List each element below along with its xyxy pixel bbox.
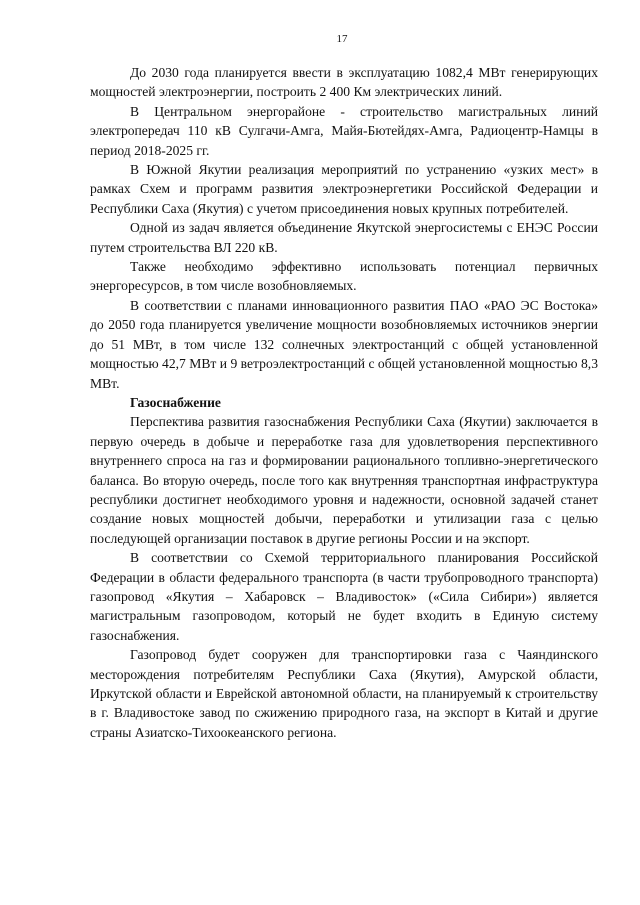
paragraph-generation-plans: До 2030 года планируется ввести в эксплуатацию 1082,4 МВт генерирующих мощностей электроэнергии, построить 2 400 Км электрических линий. (90, 65, 598, 100)
document-body (90, 63, 598, 742)
section-heading-gas-supply: Газоснабжение (130, 394, 221, 410)
paragraph-renewables: В соответствии с планами инновационного развития ПАО «РАО ЭС Востока» до 2050 года планируется увеличение мощности возобновляемых источников энергии до 51 МВт, в том числе 132 солнечных электростанций с общей установленной мощностью 42,7 МВт и 9 ветроэлектростанций с общей установленной мощностью 8,3 МВт. (90, 297, 598, 391)
paragraph-central-region: В Центральном энергорайоне - строительство магистральных линий электропередач 110 кВ Сулгачи-Амга, Майя-Бютейдях-Амга, Радиоцентр-Намцы в период 2018-2025 гг. (90, 103, 598, 158)
paragraph-gas-pipeline-scheme: В соответствии со Схемой территориального планирования Российской Федерации в области федерального транспорта (в части трубопроводного транспорта) газопровод «Якутия – Хабаровск – Владивосток» («Сила Сибири») является магистральным газопроводом, который не будет входить в Единую систему газоснабжения. (90, 550, 598, 643)
paragraph-primary-resources: Также необходимо эффективно использовать потенциал первичных энергоресурсов, в том числе возобновляемых. (90, 259, 598, 294)
document-page (90, 33, 598, 742)
paragraph-south-yakutia: В Южной Якутии реализация мероприятий по устранению «узких мест» в рамках Схем и программ развития электроэнергетики Российской Федерации и Республики Саха (Якутия) с учетом присоединения новых крупных потребителей. (90, 162, 598, 216)
paragraph-gas-pipeline-purpose: Газопровод будет сооружен для транспортировки газа с Чаяндинского месторождения потребителям Республики Саха (Якутия), Амурской области, Иркутской области и Еврейской автономной области, на планируемый к строительству в г. Владивостоке завод по сжижению природного газа, на экспорт в Китай и другие страны Азиатско-Тихоокеанского региона. (90, 647, 598, 740)
page-number: 17 (336, 33, 348, 45)
paragraph-grid-integration: Одной из задач является объединение Якутской энергосистемы с ЕНЭС России путем строительства ВЛ 220 кВ. (90, 220, 598, 255)
paragraph-gas-perspective: Перспектива развития газоснабжения Республики Саха (Якутии) заключается в первую очередь в добыче и переработке газа для удовлетворения перспективного внутреннего спроса на газ и формировании рационального топливно-энергетического баланса. Во вторую очередь, после того как внутренняя транспортная инфраструктура республики достигнет необходимого уровня и надежности, основной задачей станет создание новых мощностей добычи, переработки и утилизации газа с целью последующей организации поставок в другие регионы России и на экспорт. (90, 414, 598, 546)
